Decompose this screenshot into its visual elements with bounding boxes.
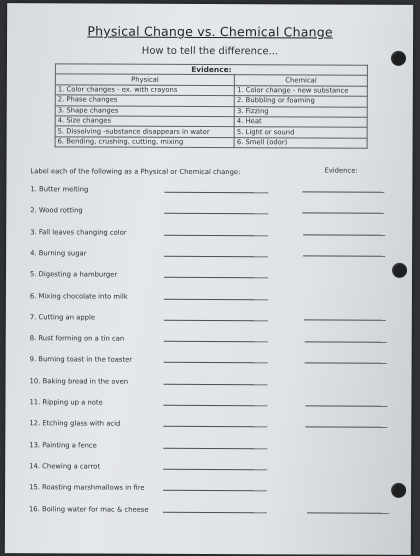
evidence-blank[interactable] [305, 405, 387, 406]
column-header-chemical: Chemical [235, 75, 368, 86]
answer-blank[interactable] [164, 234, 268, 235]
table-row [55, 137, 367, 149]
worksheet-title: Physical Change vs. Chemical Change [87, 23, 333, 40]
worksheet-page [5, 3, 413, 555]
question-item: 1. Butter melting [30, 185, 89, 194]
physical-evidence-cell: 1. Color changes - ex. with crayons [55, 85, 234, 96]
question-item: 12. Etching glass with acid [29, 419, 121, 428]
answer-blank[interactable] [163, 426, 267, 427]
chemical-evidence-cell: 3. Fizzing [234, 106, 367, 117]
physical-evidence-cell: 2. Phase changes [55, 95, 234, 106]
chemical-evidence-cell: 5. Light or sound [234, 127, 367, 138]
answer-blank[interactable] [164, 192, 268, 193]
answer-blank[interactable] [164, 383, 268, 384]
question-item: 11. Ripping up a note [29, 398, 103, 407]
question-item: 8. Rust forming on a tin can [29, 334, 125, 343]
question-item: 14. Chewing a carrot [29, 462, 101, 471]
chemical-evidence-cell: 6. Smell (odor) [234, 137, 367, 148]
question-item: 10. Baking bread in the oven [29, 376, 129, 386]
question-item: 4. Burning sugar [30, 249, 87, 258]
physical-evidence-cell: 4. Size changes [55, 116, 234, 127]
physical-evidence-cell: 5. Dissolving -substance disappears in water [55, 126, 234, 137]
evidence-blank[interactable] [302, 191, 384, 192]
evidence-blank[interactable] [306, 427, 388, 428]
answer-blank[interactable] [163, 447, 267, 448]
physical-evidence-cell: 3. Shape changes [55, 105, 234, 116]
evidence-blank[interactable] [303, 213, 385, 214]
column-header-physical: Physical [55, 74, 234, 85]
question-item: 3. Fall leaves changing color [30, 227, 127, 237]
question-item: 15. Roasting marshmallows in fire [29, 483, 145, 492]
question-item: 5. Digesting a hamburger [30, 270, 118, 279]
question-item: 7. Cutting an apple [29, 313, 96, 322]
chemical-evidence-cell: 4. Heat [234, 117, 367, 128]
instructions-text: Label each of the following as a Physical or Chemical change: [30, 167, 241, 177]
question-item: 6. Mixing chocolate into milk [29, 291, 128, 301]
answer-blank[interactable] [163, 405, 267, 406]
question-item: 13. Painting a fence [29, 440, 97, 450]
worksheet-subtitle: How to tell the difference... [141, 45, 279, 58]
evidence-table-heading: Evidence: [55, 64, 367, 76]
binder-hole-bottom [391, 483, 406, 498]
answer-blank[interactable] [164, 362, 268, 363]
question-item: 2. Wood rotting [30, 206, 83, 215]
answer-blank[interactable] [163, 511, 267, 512]
evidence-blank[interactable] [305, 362, 387, 363]
answer-blank[interactable] [164, 213, 268, 214]
evidence-blank[interactable] [304, 320, 386, 321]
answer-blank[interactable] [164, 298, 268, 299]
answer-blank[interactable] [163, 469, 267, 470]
answer-blank[interactable] [164, 277, 268, 278]
evidence-blank[interactable] [307, 512, 389, 513]
evidence-blank[interactable] [303, 234, 385, 235]
chemical-evidence-cell: 1. Color change - new substance [235, 85, 368, 96]
evidence-table [55, 63, 368, 148]
binder-hole-top [391, 51, 406, 66]
answer-blank[interactable] [164, 320, 268, 321]
answer-blank[interactable] [163, 490, 267, 491]
binder-hole-middle [392, 263, 407, 278]
physical-evidence-cell: 6. Bending, crushing, cutting, mixing [55, 137, 234, 148]
evidence-column-label: Evidence: [324, 166, 358, 175]
question-item: 9. Burning toast in the toaster [29, 355, 133, 365]
chemical-evidence-cell: 2. Bubbling or foaming [235, 96, 368, 107]
question-item: 16. Boiling water for mac & cheese [28, 504, 149, 514]
answer-blank[interactable] [164, 341, 268, 342]
answer-blank[interactable] [164, 256, 268, 257]
evidence-blank[interactable] [305, 341, 387, 342]
evidence-blank[interactable] [303, 256, 385, 257]
